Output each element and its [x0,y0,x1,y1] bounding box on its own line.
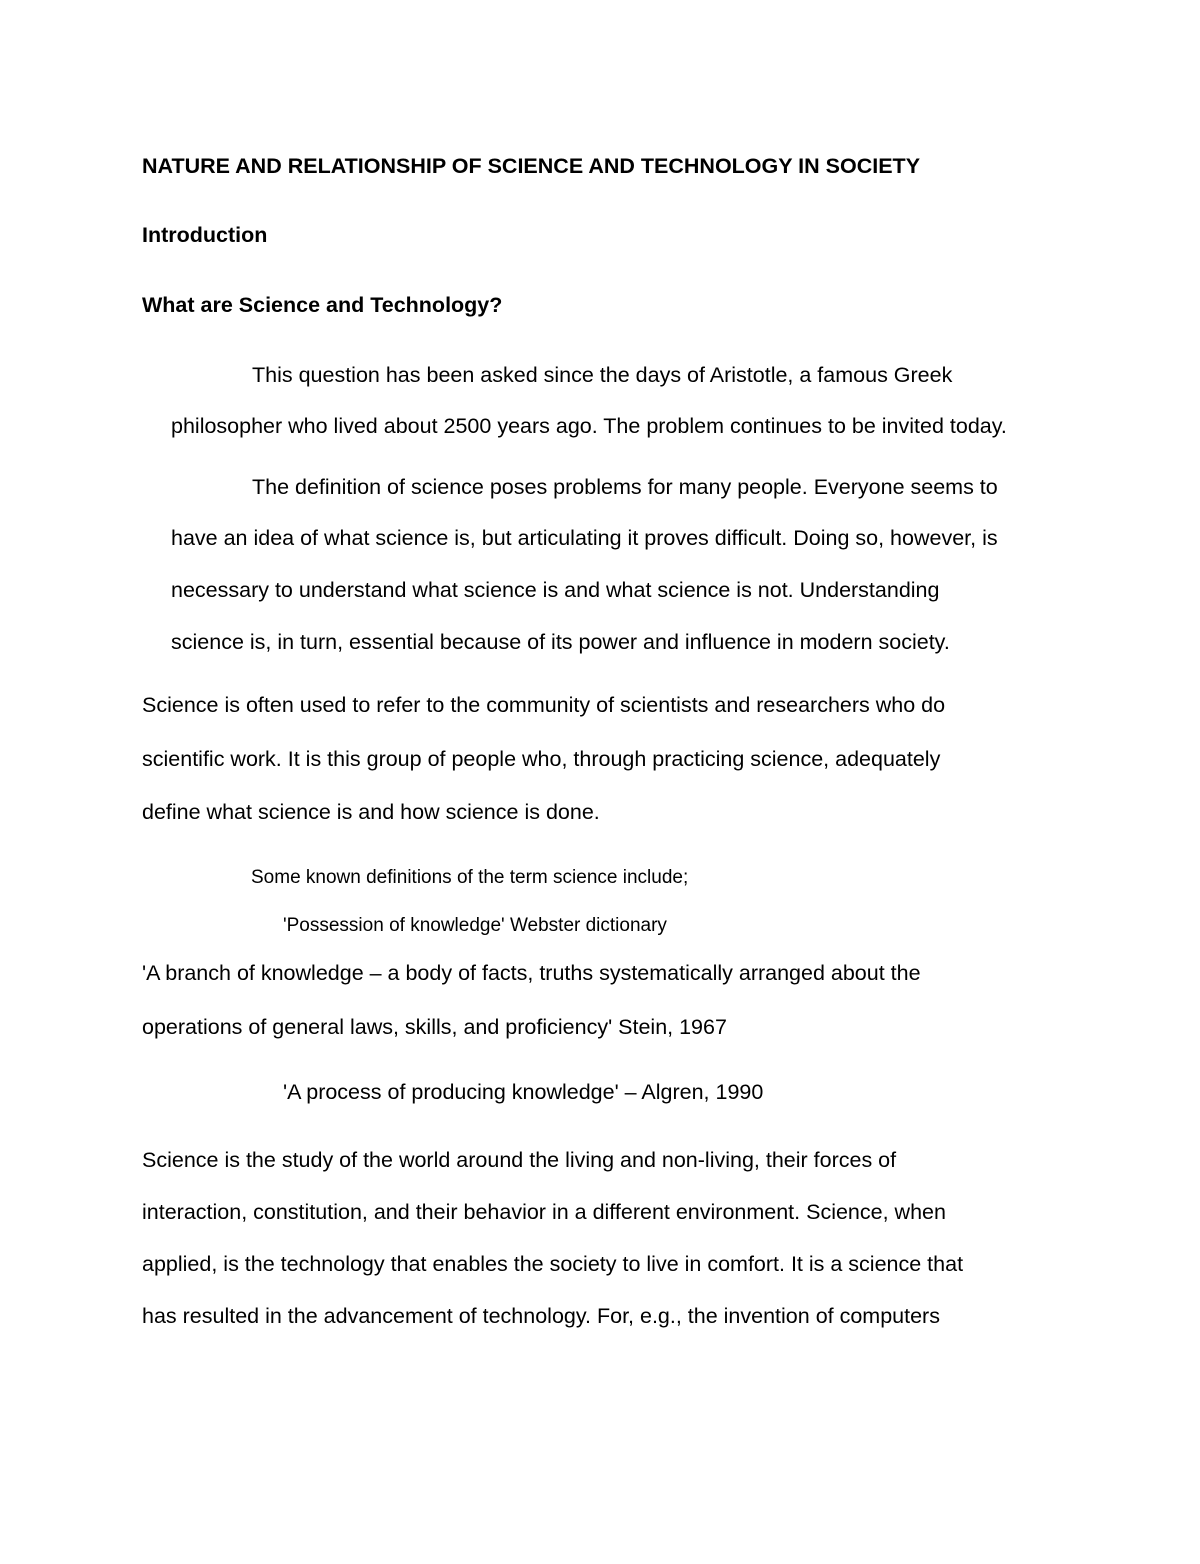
paragraph-line: interaction, constitution, and their behavior in a different environment. Science, when [142,1200,946,1224]
document-title: NATURE AND RELATIONSHIP OF SCIENCE AND TECHNOLOGY IN SOCIETY [142,154,921,178]
definition-webster: 'Possession of knowledge' Webster dictionary [283,915,667,936]
definition-line: 'A branch of knowledge – a body of facts, truths systematically arranged about the [142,961,921,985]
paragraph-line: scientific work. It is this group of people who, through practicing science, adequately [142,747,941,771]
definitions-intro: Some known definitions of the term science include; [251,867,689,888]
paragraph-line: applied, is the technology that enables the society to live in comfort. It is a science that [142,1252,964,1276]
paragraph-line: Science is the study of the world around the living and non-living, their forces of [142,1148,897,1172]
paragraph-line: science is, in turn, essential because of its power and influence in modern society. [171,630,950,654]
paragraph-line: The definition of science poses problems for many people. Everyone seems to [252,475,998,499]
definition-algren: 'A process of producing knowledge' – Algren, 1990 [283,1080,764,1104]
heading-what-are-science-and-technology: What are Science and Technology? [142,293,503,317]
definition-line: operations of general laws, skills, and proficiency' Stein, 1967 [142,1015,727,1039]
heading-introduction: Introduction [142,223,268,247]
paragraph-line: Science is often used to refer to the community of scientists and researchers who do [142,693,946,717]
paragraph-line: define what science is and how science is done. [142,800,600,824]
paragraph-line: has resulted in the advancement of technology. For, e.g., the invention of computers [142,1304,940,1328]
paragraph-line: philosopher who lived about 2500 years ago. The problem continues to be invited today. [171,414,1007,438]
paragraph-line: have an idea of what science is, but articulating it proves difficult. Doing so, however, is [171,526,998,550]
paragraph-line: This question has been asked since the days of Aristotle, a famous Greek [252,363,953,387]
paragraph-line: necessary to understand what science is and what science is not. Understanding [171,578,940,602]
